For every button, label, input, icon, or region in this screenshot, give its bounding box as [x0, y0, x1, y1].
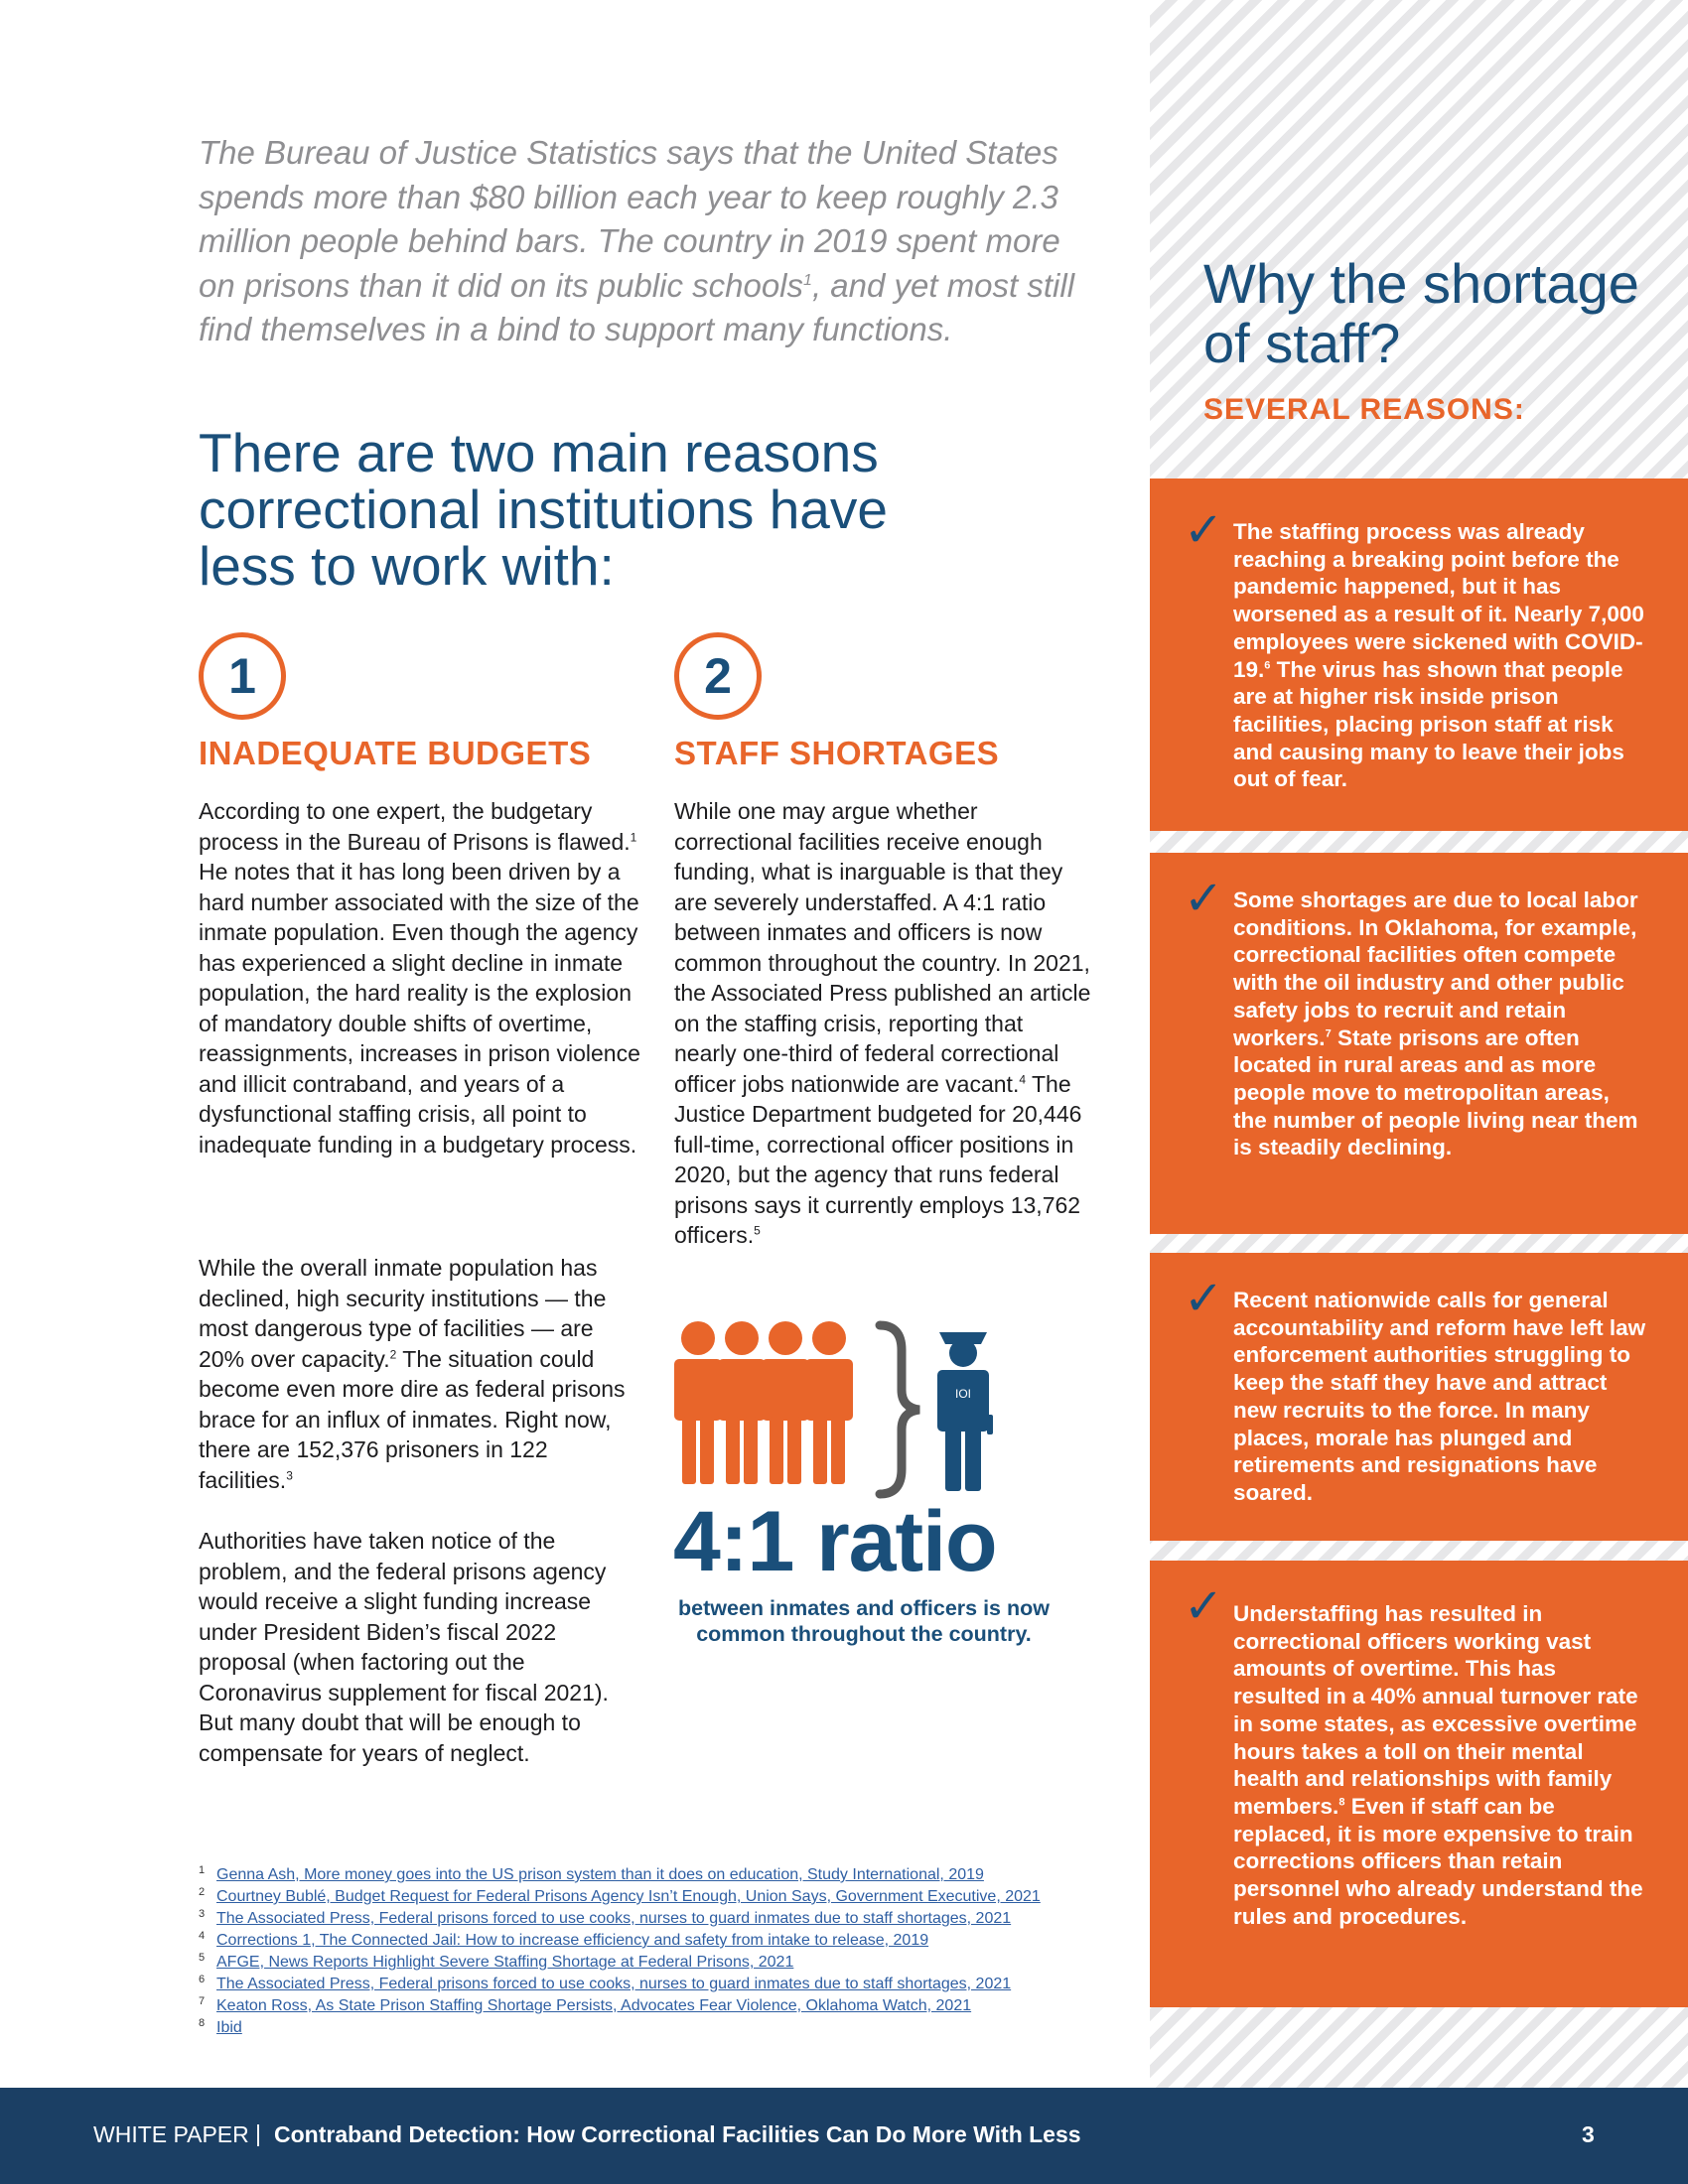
footnote-number: 1: [199, 1864, 206, 1876]
sidebar-reason-text-a: Some shortages are due to local labor conditions. In Oklahoma, for example, correctional facilities often compete with the oil industry and other public safety jobs to recruit and retain workers.: [1233, 887, 1638, 1050]
sidebar-reason-text-a: Understaffing has resulted in correctional officers working vast amounts of overtime. This has resulted in a 40% annual turnover rate in some states, as excessive overtime hours takes a toll on their mental health and relationships with family members.: [1233, 1601, 1638, 1819]
footnote-item: [199, 2019, 1041, 2041]
footnote-ref: 7: [1325, 1027, 1332, 1040]
footnote-ref: 1: [630, 829, 637, 844]
footer-label: WHITE PAPER: [93, 2121, 249, 2147]
sidebar-reason-box-1: [1150, 478, 1688, 831]
inmate-figure-icon: [674, 1321, 722, 1484]
sidebar-reason-text: [1233, 1287, 1648, 1507]
inmate-figure-icon: [718, 1321, 766, 1484]
ratio-headline: 4:1 ratio: [673, 1494, 997, 1589]
footnote-ref: 4: [1019, 1071, 1027, 1086]
sidebar-reason-box-3: [1150, 1253, 1688, 1541]
footnote-number: 7: [199, 1995, 206, 2007]
footnote-number: 4: [199, 1930, 206, 1942]
intro-paragraph: [199, 131, 1092, 352]
reason-1-p1-text-b: He notes that it has long been driven by a hard number associated with the size of the inmate population. Even though the agency has experienced a slight decline in inmate population, the hard reality is the explosion of mandatory double shifts of overtime, reassignments, increases in prison violence and illicit contraband, and years of a dysfunctional staffing crisis, all point to inadequate funding in a budgetary process.: [199, 859, 640, 1158]
sidebar-reason-text-b: The virus has shown that people are at higher risk inside prison facilities, placing prison staff at risk and causing many to leave their jobs out of fear.: [1233, 656, 1624, 792]
footnotes-list: [199, 1866, 1041, 2041]
sidebar-reason-text-a: The staffing process was already reaching a breaking point before the pandemic happened, but it has worsened as a result of it. Nearly 7,000 employees were sickened with COVID-19.: [1233, 519, 1644, 682]
sidebar-reason-text-b: Even if staff can be replaced, it is more expensive to train corrections officers than retain personnel who already understand the rules and procedures.: [1233, 1793, 1643, 1929]
sidebar-reason-text-b: State prisons are often located in rural areas and as more people move to metropolitan areas, the number of people living near them is steadily declining.: [1233, 1024, 1638, 1160]
officer-figure-icon: [937, 1332, 993, 1491]
sidebar-reason-text: [1233, 518, 1648, 793]
footnote-item: [199, 1866, 1041, 1888]
footnote-item: [199, 1888, 1041, 1910]
sidebar-heading: [1203, 254, 1680, 373]
checkmark-icon: ✓: [1184, 1578, 1224, 1634]
footer-separator: |: [255, 2120, 261, 2146]
inmate-figure-icon: [805, 1321, 853, 1484]
sidebar-subheading: SEVERAL REASONS:: [1203, 393, 1525, 426]
reason-2-p1-text-a: While one may argue whether correctional facilities receive enough funding, what is inarguable is that they are severely understaffed. A 4:1 ratio between inmates and officers is now common throughout the country. In 2021, the Associated Press published an article on the staffing crisis, reporting that nearly one-third of federal correctional officer jobs nationwide are vacant.: [674, 798, 1091, 1097]
footnote-number: 2: [199, 1886, 206, 1898]
sidebar-reason-text: [1233, 887, 1648, 1161]
intro-text-b: , and yet most still find themselves in a bind to support many functions.: [199, 266, 1075, 347]
checkmark-icon: ✓: [1184, 502, 1224, 558]
reason-1-paragraph-2: [199, 1253, 640, 1495]
intro-footnote-ref: 1: [803, 271, 812, 289]
intro-text-a: The Bureau of Justice Statistics says that the United States spends more than $80 billion each year to keep roughly 2.3 million people behind bars. The country in 2019 spent more on prisons than it did on its public schools: [199, 134, 1060, 304]
footnote-link[interactable]: Genna Ash, More money goes into the US prison system than it does on education, Study International, 2019: [216, 1866, 984, 1883]
footer-title: Contraband Detection: How Correctional Facilities Can Do More With Less: [274, 2121, 1081, 2147]
reason-1-p1-text-a: According to one expert, the budgetary process in the Bureau of Prisons is flawed.: [199, 798, 631, 855]
checkmark-icon: ✓: [1184, 871, 1224, 926]
ratio-infographic: [671, 1320, 1068, 1499]
footnote-link[interactable]: Corrections 1, The Connected Jail: How to increase efficiency and safety from intake to release, 2019: [216, 1932, 929, 1949]
footnote-link[interactable]: Ibid: [216, 2019, 242, 2036]
footnote-link[interactable]: Keaton Ross, As State Prison Staffing Shortage Persists, Advocates Fear Violence, Oklahoma Watch, 2021: [216, 1997, 972, 2014]
ratio-caption: between inmates and officers is now common throughout the country.: [678, 1596, 1050, 1646]
reason-2-title: STAFF SHORTAGES: [674, 735, 1000, 771]
footnote-item: [199, 1976, 1041, 1997]
footnote-item: [199, 1997, 1041, 2019]
footnote-link[interactable]: Courtney Bublé, Budget Request for Federal Prisons Agency Isn’t Enough, Union Says, Government Executive, 2021: [216, 1888, 1041, 1905]
reason-1-title: INADEQUATE BUDGETS: [199, 735, 592, 771]
reason-2-p1-text-b: The Justice Department budgeted for 20,446 full-time, correctional officer positions in 2020, but the agency that runs federal prisons says it currently employs 13,762 officers.: [674, 1070, 1082, 1248]
footnote-ref: 8: [1338, 1796, 1345, 1809]
checkmark-icon: ✓: [1184, 1271, 1224, 1326]
sidebar-heading-text: Why the shortage of staff?: [1203, 252, 1639, 374]
footnote-ref: 3: [286, 1467, 293, 1482]
footnote-ref: 6: [1264, 659, 1271, 672]
footnote-number: 3: [199, 1908, 206, 1920]
footnote-item: [199, 1954, 1041, 1976]
footnote-link[interactable]: AFGE, News Reports Highlight Severe Staffing Shortage at Federal Prisons, 2021: [216, 1954, 794, 1971]
officer-badge-text: IOI: [954, 1387, 972, 1401]
reason-2-paragraph-1: [674, 796, 1091, 1251]
footnote-link[interactable]: The Associated Press, Federal prisons forced to use cooks, nurses to guard inmates due to staff shortages, 2021: [216, 1910, 1012, 1927]
footnote-link[interactable]: The Associated Press, Federal prisons forced to use cooks, nurses to guard inmates due to staff shortages, 2021: [216, 1976, 1012, 1992]
page-footer: [0, 2088, 1688, 2184]
footnote-item: [199, 1932, 1041, 1954]
brace-icon: [880, 1325, 919, 1494]
reason-1-paragraph-3: Authorities have taken notice of the problem, and the federal prisons agency would receive a slight funding increase under President Biden’s fiscal 2022 proposal (when factoring out the Coronavirus supplement for fiscal 2021). But many doubt that will be enough to compensate for years of neglect.: [199, 1528, 609, 1766]
reason-1-p2-text-a: While the overall inmate population has declined, high security institutions — the most dangerous type of facilities — are 20% over capacity.: [199, 1255, 607, 1372]
footnote-number: 5: [199, 1952, 206, 1964]
reason-1-p2-text-b: The situation could become even more dire as federal prisons brace for an influx of inmates. Right now, there are 152,376 prisoners in 122 facilities.: [199, 1345, 626, 1493]
reason-2-number-circle: 2: [674, 632, 762, 720]
page-number: 3: [1582, 2121, 1595, 2147]
inmate-figure-icon: [762, 1321, 809, 1484]
sidebar-reason-text: [1233, 1600, 1648, 1930]
footnote-ref: 2: [389, 1346, 397, 1361]
sidebar-reason-box-2: [1150, 853, 1688, 1234]
reason-1-number-circle: 1: [199, 632, 286, 720]
footnote-item: [199, 1910, 1041, 1932]
footnote-ref: 5: [754, 1223, 761, 1238]
sidebar-reason-text-a: Recent nationwide calls for general accountability and reform have left law enforcement authorities struggling to keep the staff they have and attract new recruits to the force. In many places, morale has plunged and retirements and resignations have soared.: [1233, 1288, 1646, 1505]
sidebar-reason-box-4: [1150, 1561, 1688, 2007]
reason-1-paragraph-1: [199, 796, 640, 1160]
footnote-number: 8: [199, 2017, 206, 2029]
footnote-number: 6: [199, 1974, 206, 1985]
main-heading: There are two main reasons correctional institutions have less to work with:: [199, 422, 888, 597]
